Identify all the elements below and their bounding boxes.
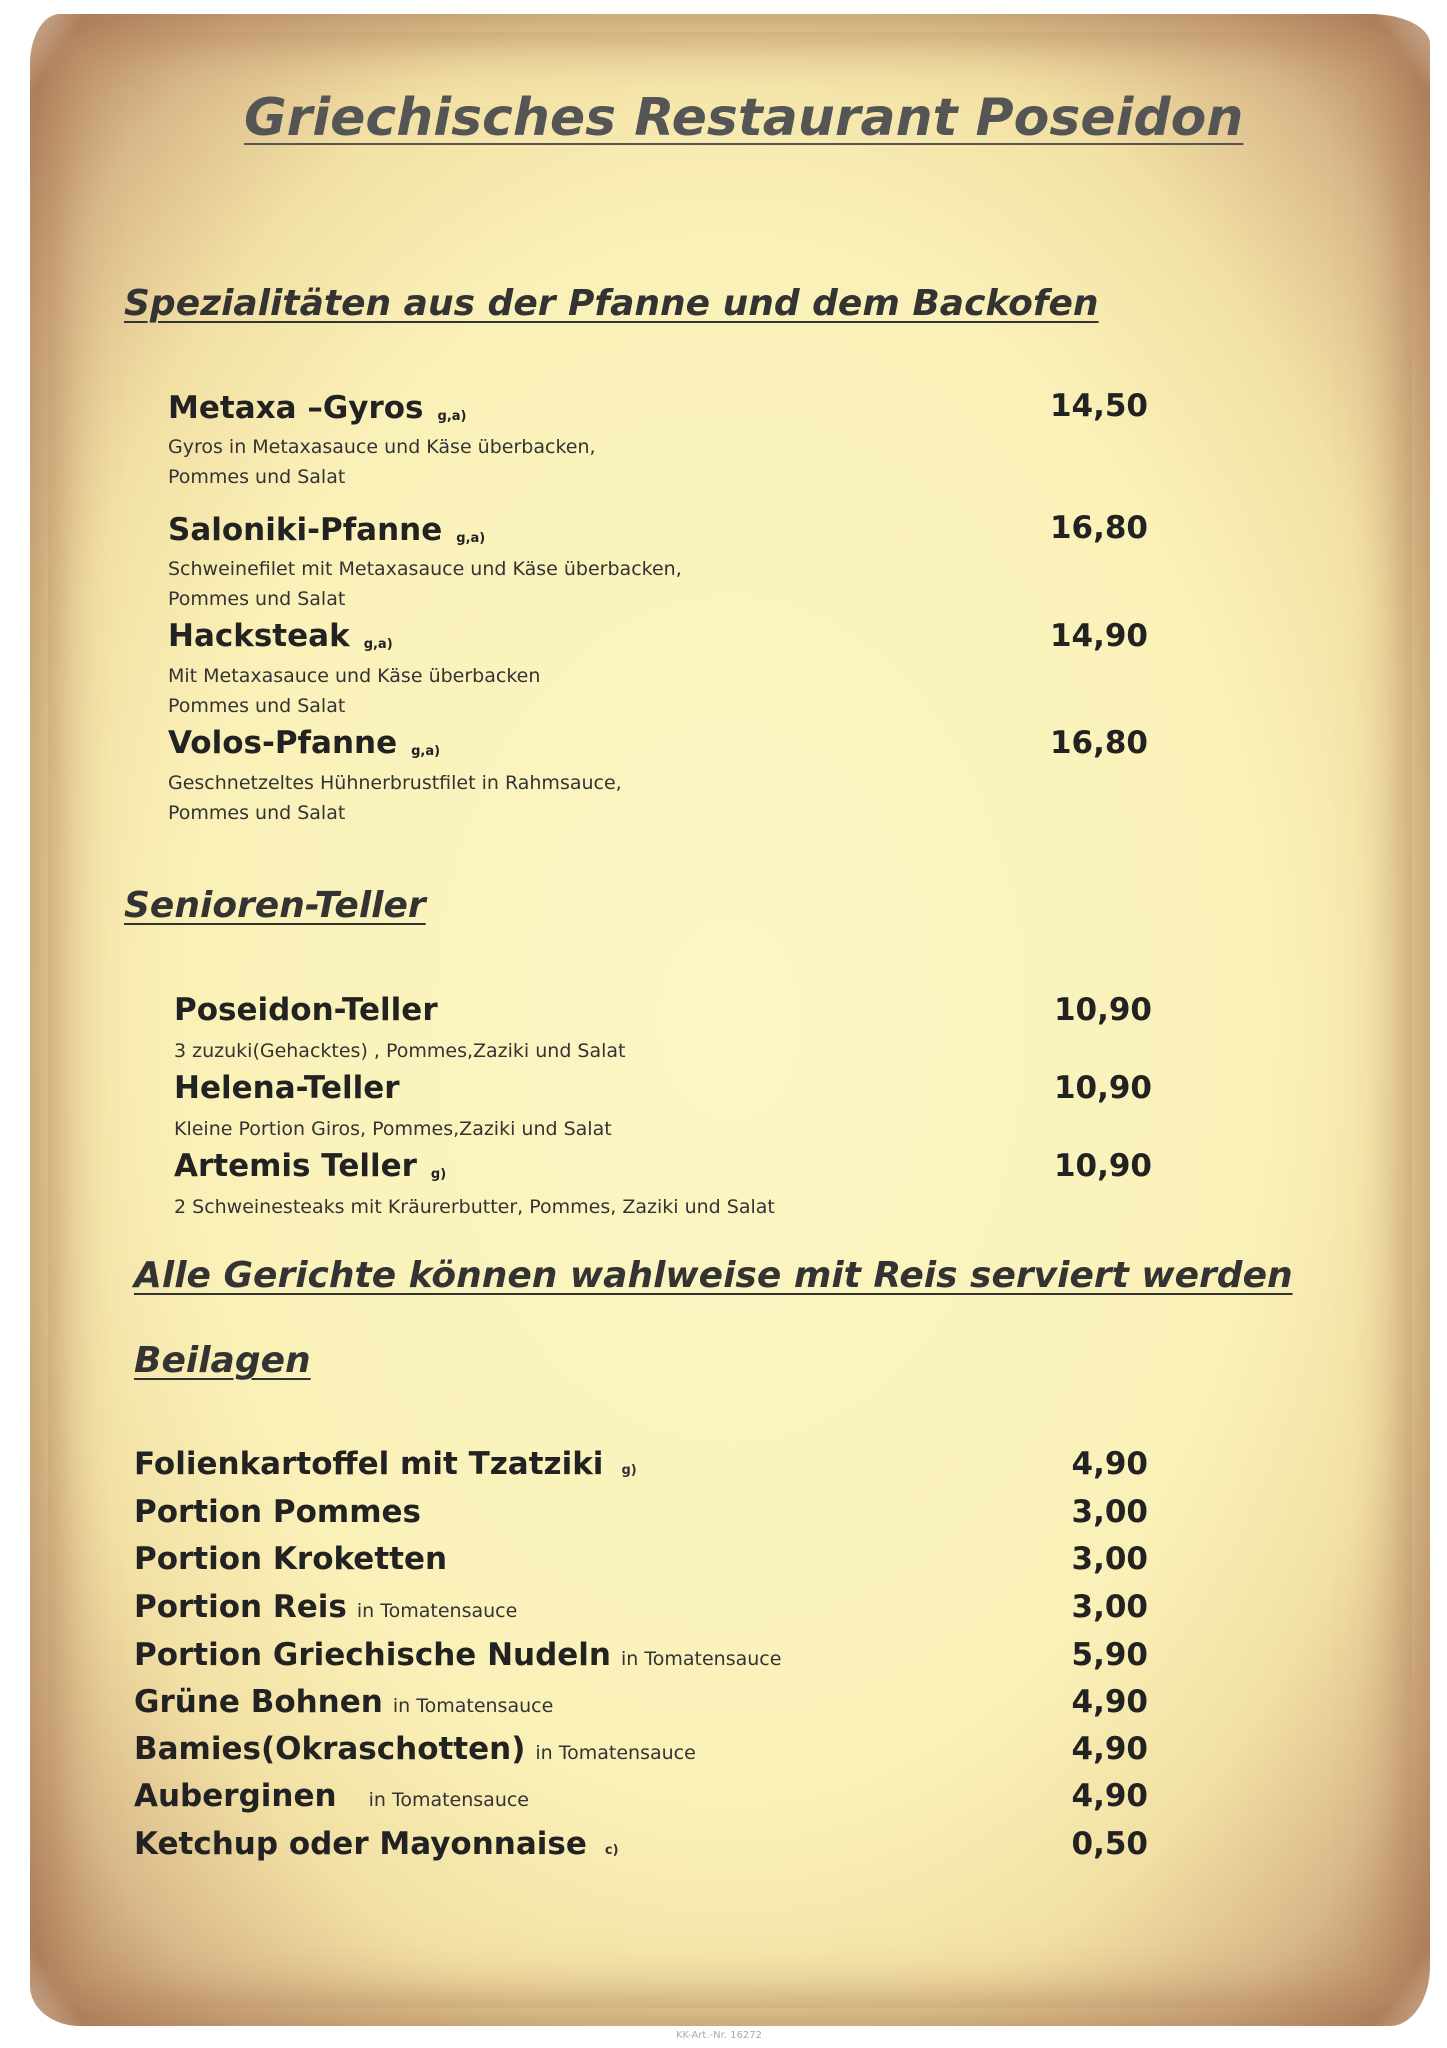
side-item-name: Portion Kroketten (134, 1541, 448, 1577)
item-name: Volos-Pfanne g,a) (168, 725, 441, 761)
item-price: 16,80 (1049, 510, 1148, 546)
side-item-price: 4,90 (1071, 1778, 1148, 1814)
item-description: 2 Schweinesteaks mit Kräurerbutter, Pommes, Zaziki und Salat (174, 1196, 775, 1218)
item-name: Poseidon-Teller (174, 992, 438, 1028)
item-price: 10,90 (1053, 992, 1152, 1028)
item-price: 14,90 (1049, 618, 1148, 654)
item-name: Helena-Teller (174, 1070, 400, 1106)
article-number: KK-Art.-Nr. 16272 (676, 2030, 762, 2041)
side-item-price: 4,90 (1071, 1446, 1148, 1482)
item-description: Mit Metaxasauce und Käse überbacken (168, 665, 541, 687)
side-item-name: Portion Griechische Nudeln in Tomatensauce (134, 1637, 782, 1673)
side-item-price: 3,00 (1071, 1541, 1148, 1577)
item-name: Metaxa –Gyros g,a) (168, 390, 467, 426)
side-item-name: Ketchup oder Mayonnaise c) (134, 1826, 619, 1862)
section-heading-pfanne: Spezialitäten aus der Pfanne und dem Backofen (124, 283, 1099, 324)
side-item-name: Grüne Bohnen in Tomatensauce (134, 1684, 554, 1720)
allergen-note: g,a) (411, 744, 441, 759)
side-item-name: Auberginen in Tomatensauce (134, 1778, 530, 1814)
item-name: Hacksteak g,a) (168, 618, 393, 654)
item-price: 10,90 (1053, 1070, 1152, 1106)
item-description: Kleine Portion Giros, Pommes,Zaziki und Salat (174, 1118, 612, 1140)
side-item-price: 0,50 (1071, 1826, 1148, 1862)
item-description: Geschnetzeltes Hühnerbrustfilet in Rahmsauce, (168, 772, 622, 794)
allergen-note: g,a) (456, 531, 486, 546)
side-item-price: 5,90 (1071, 1637, 1148, 1673)
allergen-note: g,a) (437, 409, 467, 424)
side-item-price: 3,00 (1071, 1589, 1148, 1625)
side-item-name: Portion Reis in Tomatensauce (134, 1589, 518, 1625)
item-description: Schweinefilet mit Metaxasauce und Käse überbacken, (168, 558, 682, 580)
allergen-note: g) (621, 1463, 637, 1478)
item-name: Artemis Teller g) (174, 1148, 447, 1184)
item-price: 16,80 (1049, 725, 1148, 761)
side-item-price: 4,90 (1071, 1731, 1148, 1767)
item-description: Pommes und Salat (168, 802, 346, 824)
allergen-note: g,a) (363, 637, 393, 652)
item-price: 10,90 (1053, 1148, 1152, 1184)
side-item-name: Portion Pommes (134, 1494, 422, 1530)
side-item-name: Bamies(Okraschotten) in Tomatensauce (134, 1731, 696, 1767)
item-name: Saloniki-Pfanne g,a) (168, 512, 486, 548)
side-item-price: 3,00 (1071, 1494, 1148, 1530)
section-heading-beilagen: Beilagen (134, 1340, 311, 1381)
item-description: Pommes und Salat (168, 466, 346, 488)
item-description: Pommes und Salat (168, 588, 346, 610)
allergen-note: c) (604, 1843, 619, 1858)
side-item-name: Folienkartoffel mit Tzatziki g) (134, 1446, 637, 1482)
side-item-price: 4,90 (1071, 1684, 1148, 1720)
item-description: Gyros in Metaxasauce und Käse überbacken, (168, 436, 596, 458)
rice-notice: Alle Gerichte können wahlweise mit Reis serviert werden (134, 1255, 1293, 1296)
section-heading-senioren: Senioren-Teller (124, 885, 426, 926)
item-description: Pommes und Salat (168, 695, 346, 717)
item-description: 3 zuzuki(Gehacktes) , Pommes,Zaziki und Salat (174, 1040, 626, 1062)
allergen-note: g) (430, 1167, 447, 1182)
restaurant-title: Griechisches Restaurant Poseidon (244, 88, 1244, 148)
item-price: 14,50 (1049, 388, 1148, 424)
